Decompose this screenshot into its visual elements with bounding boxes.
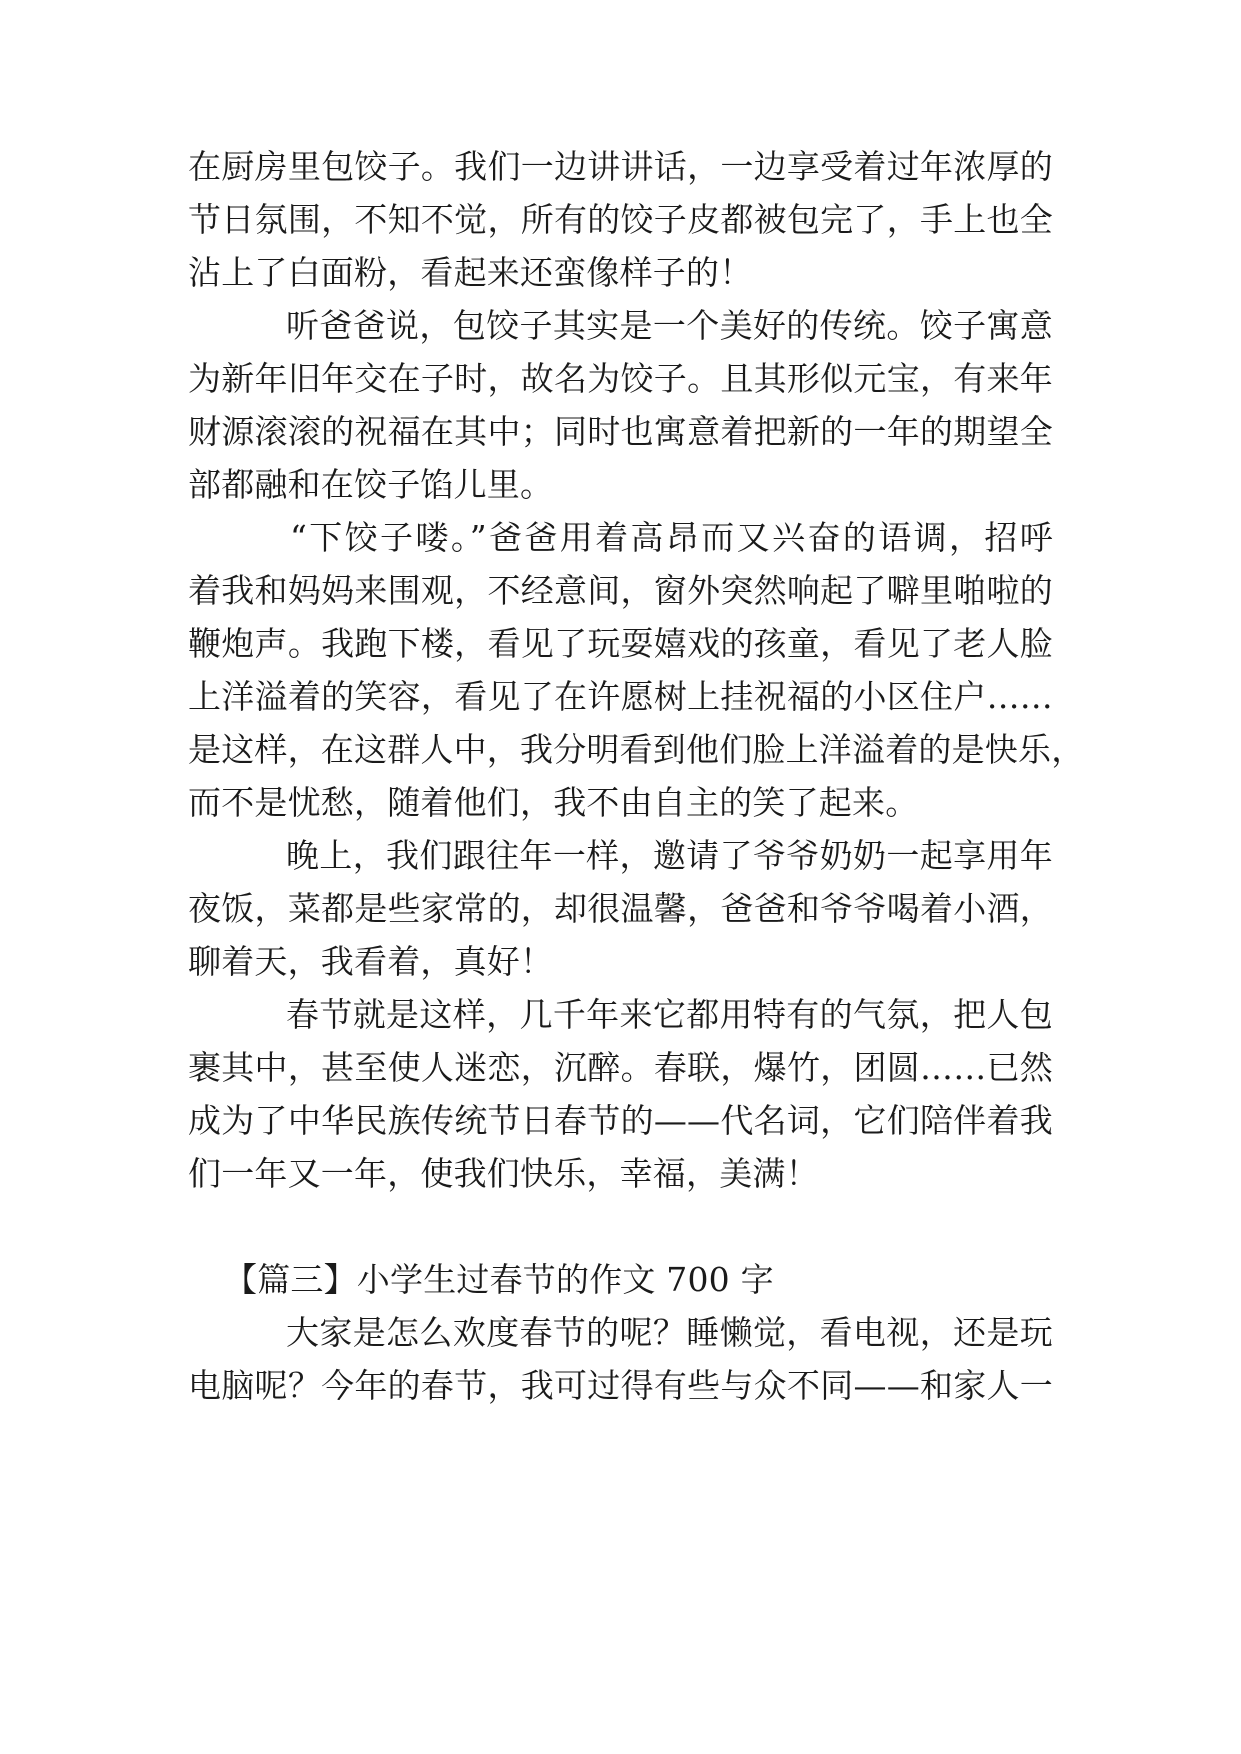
- text-line: 鞭炮声。我跑下楼，看见了玩耍嬉戏的孩童，看见了老人脸: [188, 624, 1053, 663]
- text-line: 部都融和在饺子馅儿里。: [188, 465, 554, 504]
- text-line: 大家是怎么欢度春节的呢？睡懒觉，看电视，还是玩: [286, 1313, 1053, 1352]
- text-line: 晚上，我们跟往年一样，邀请了爷爷奶奶一起享用年: [286, 836, 1053, 875]
- text-line: 听爸爸说，包饺子其实是一个美好的传统。饺子寓意: [286, 306, 1053, 345]
- text-line: 而不是忧愁，随着他们，我不由自主的笑了起来。: [188, 783, 919, 822]
- text-line: 电脑呢？今年的春节，我可过得有些与众不同——和家人一: [188, 1366, 1053, 1405]
- text-line: 财源滚滚的祝福在其中；同时也寓意着把新的一年的期望全: [188, 412, 1053, 451]
- text-line: 沾上了白面粉，看起来还蛮像样子的！: [188, 253, 753, 292]
- text-line: 夜饭，菜都是些家常的，却很温馨，爸爸和爷爷喝着小酒，: [188, 889, 1053, 928]
- text-line: 裹其中，甚至使人迷恋，沉醉。春联，爆竹，团圆……已然: [188, 1048, 1053, 1087]
- text-line: “下饺子喽。”爸爸用着高昂而又兴奋的语调，招呼: [290, 518, 1053, 557]
- text-line: 春节就是这样，几千年来它都用特有的气氛，把人包: [286, 995, 1053, 1034]
- text-line: 着我和妈妈来围观，不经意间，窗外突然响起了噼里啪啦的: [188, 571, 1053, 610]
- text-line: 在厨房里包饺子。我们一边讲讲话，一边享受着过年浓厚的: [188, 147, 1053, 186]
- text-line: 是这样，在这群人中，我分明看到他们脸上洋溢着的是快乐，: [188, 730, 1085, 769]
- text-line: 成为了中华民族传统节日春节的——代名词，它们陪伴着我: [188, 1101, 1053, 1140]
- text-line: 聊着天，我看着，真好！: [188, 942, 554, 981]
- section-heading: 【篇三】小学生过春节的作文 700 字: [224, 1260, 774, 1299]
- text-line: 上洋溢着的笑容，看见了在许愿树上挂祝福的小区住户……: [188, 677, 1053, 716]
- text-line: 们一年又一年，使我们快乐，幸福，美满！: [188, 1154, 819, 1193]
- text-line: 为新年旧年交在子时，故名为饺子。且其形似元宝，有来年: [188, 359, 1053, 398]
- text-line: 节日氛围，不知不觉，所有的饺子皮都被包完了，手上也全: [188, 200, 1053, 239]
